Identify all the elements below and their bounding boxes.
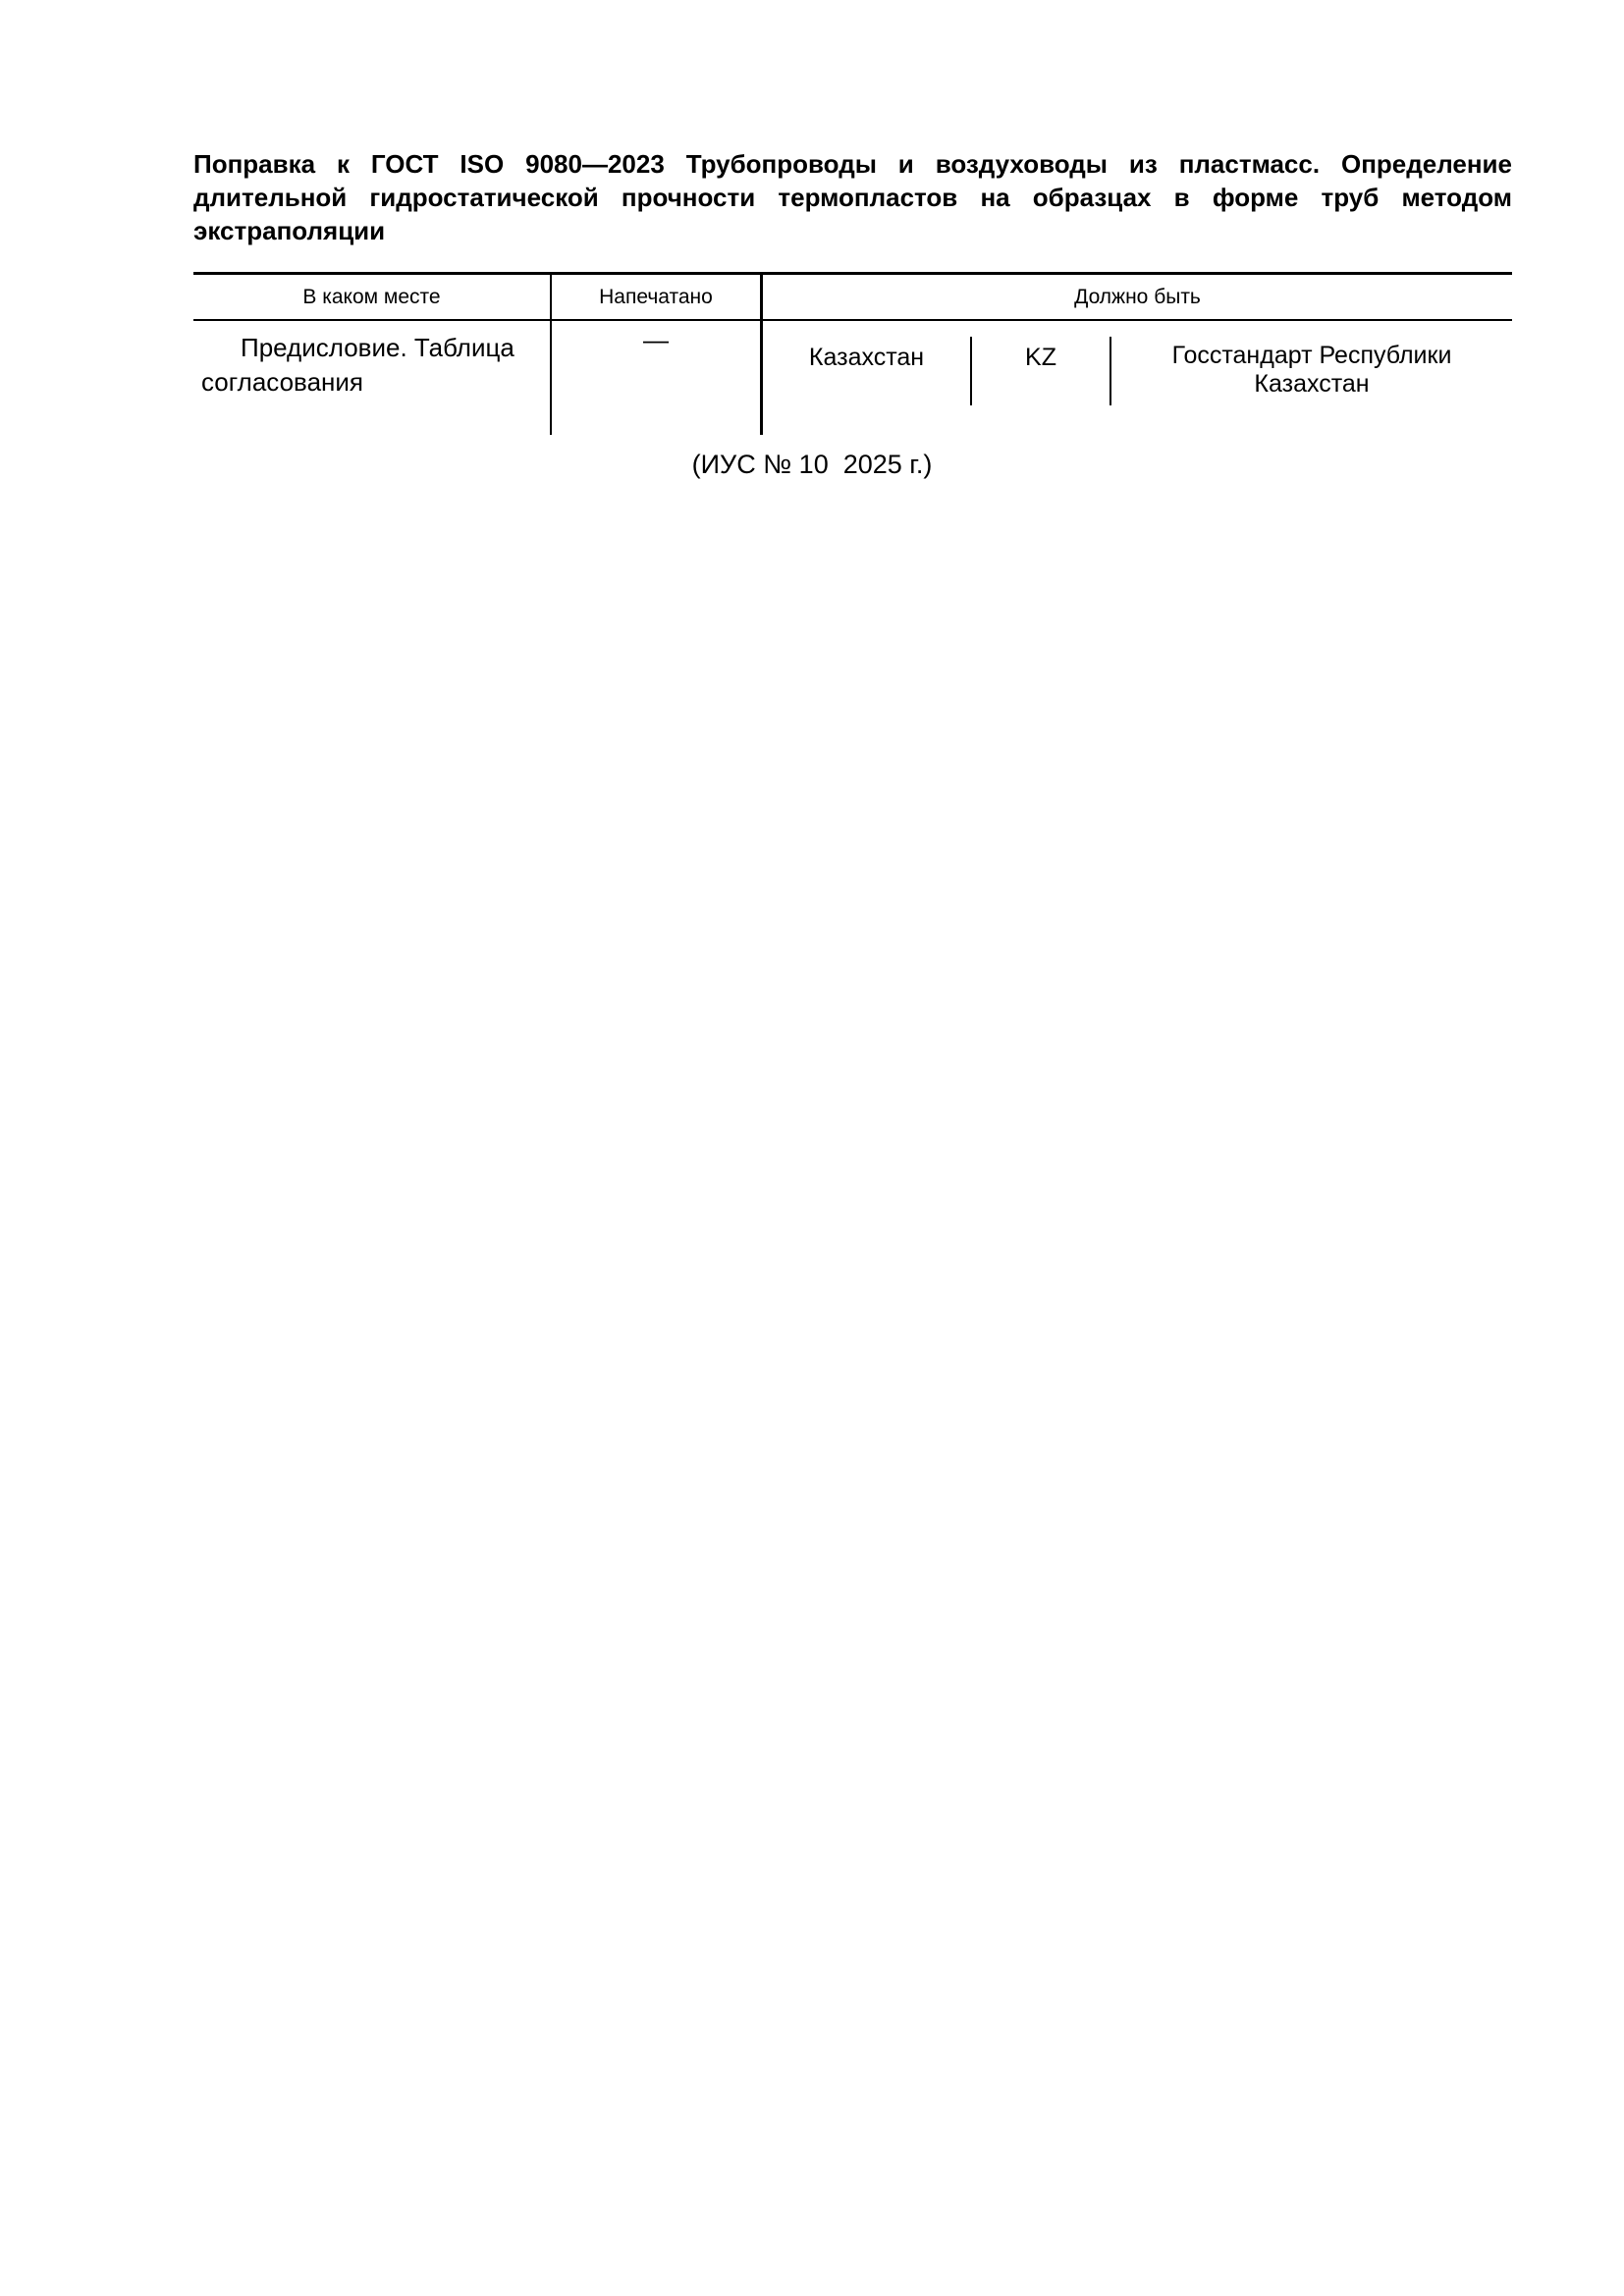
- header-place: В каком месте: [193, 274, 551, 321]
- cell-place-text: Предисловие. Таблица согласования: [201, 333, 514, 397]
- should-be-subtable: [763, 337, 1512, 405]
- cell-organization: Госстандарт Республики Казахстан: [1171, 342, 1452, 398]
- header-should-be: Должно быть: [762, 274, 1513, 321]
- cell-should-be: [762, 320, 1513, 435]
- table-header-row: [193, 274, 1512, 321]
- ius-reference: (ИУС № 10 2025 г.): [691, 450, 933, 479]
- cell-country-code: KZ: [972, 337, 1111, 405]
- cell-country: Казахстан: [763, 337, 972, 405]
- table-row: [193, 320, 1512, 435]
- document-title: Поправка к ГОСТ ISO 9080—2023 Трубопроводы и воздуховоды из пластмасс. Определение длительной гидростатической прочности термопластов на образцах в форме труб методом экстраполяции: [193, 149, 1512, 245]
- cell-printed: —: [551, 320, 762, 435]
- cell-place: [193, 320, 551, 435]
- header-printed: Напечатано: [551, 274, 762, 321]
- correction-table: [193, 272, 1512, 435]
